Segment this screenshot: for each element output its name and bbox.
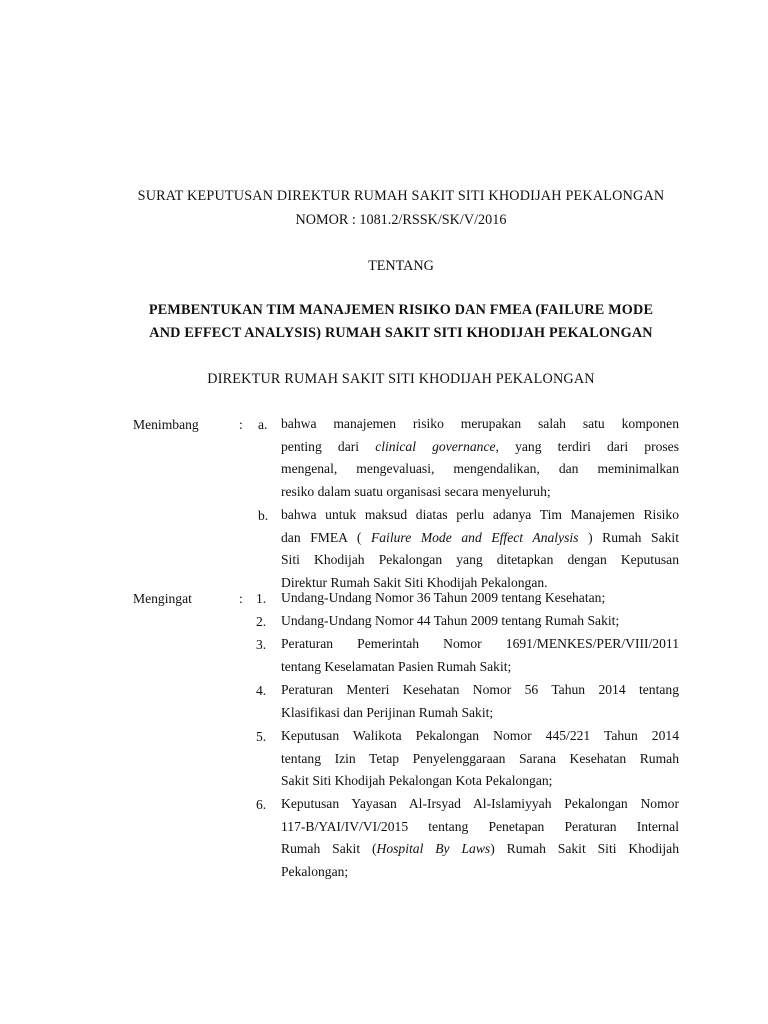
menimbang-a-line-2: penting dari clinical governance, yang terdiri dari proses	[281, 438, 680, 454]
menimbang-colon: :	[239, 417, 243, 432]
hospital-by-laws-term: Hospital By Laws	[376, 841, 491, 857]
mengingat-item-3	[281, 633, 679, 678]
menimbang-label: Menimbang	[133, 417, 199, 432]
mengingat-item-6	[281, 793, 679, 883]
subject-line-2: AND EFFECT ANALYSIS) RUMAH SAKIT SITI KHODIJAH PEKALONGAN	[149, 325, 653, 341]
tentang-heading: TENTANG	[368, 258, 434, 274]
menimbang-a-line-1: bahwa manajemen risiko merupakan salah satu komponen	[281, 416, 679, 431]
mengingat-item-5	[281, 725, 679, 793]
menimbang-item-b-marker: b.	[258, 508, 269, 523]
mengingat-3-line-1: Peraturan Pemerintah Nomor 1691/MENKES/PER/VIII/2011	[281, 636, 679, 651]
mengingat-5-line-3: Sakit Siti Khodijah Pekalongan Kota Pekalongan;	[281, 773, 553, 789]
mengingat-label: Mengingat	[133, 591, 192, 606]
menimbang-a-line-4: resiko dalam suatu organisasi secara menyeluruh;	[281, 483, 551, 499]
mengingat-6-line-2: 117-B/YAI/IV/VI/2015 tentang Penetapan Peraturan Internal	[281, 818, 679, 834]
mengingat-6-line-4: Pekalongan;	[281, 863, 349, 879]
decree-title: SURAT KEPUTUSAN DIREKTUR RUMAH SAKIT SITI KHODIJAH PEKALONGAN	[137, 188, 665, 204]
mengingat-4-line-2: Klasifikasi dan Perijinan Rumah Sakit;	[281, 704, 494, 720]
mengingat-item-6-marker: 6.	[256, 797, 267, 812]
mengingat-item-2	[281, 610, 679, 633]
menimbang-item-b	[281, 504, 679, 594]
fmea-term: Failure Mode and Effect Analysis	[370, 529, 579, 545]
mengingat-item-4-marker: 4.	[256, 683, 267, 698]
mengingat-item-1-marker: 1.	[256, 591, 267, 606]
menimbang-b-line-1: bahwa untuk maksud diatas perlu adanya Tim Manajemen Risiko	[281, 507, 679, 522]
mengingat-6-line-1: Keputusan Yayasan Al-Irsyad Al-Islamiyyah Pekalongan Nomor	[281, 796, 679, 811]
mengingat-item-5-marker: 5.	[256, 729, 267, 744]
clinical-governance-term: clinical governance	[375, 438, 496, 454]
menimbang-a-line-3: mengenal, mengevaluasi, mengendalikan, dan meminimalkan	[281, 461, 679, 477]
mengingat-item-2-marker: 2.	[256, 614, 267, 629]
mengingat-1-line-1: Undang-Undang Nomor 36 Tahun 2009 tentang Kesehatan;	[281, 590, 606, 605]
mengingat-3-line-2: tentang Keselamatan Pasien Rumah Sakit;	[281, 658, 512, 674]
menimbang-b-line-3: Siti Khodijah Pekalongan yang ditetapkan dengan Keputusan	[281, 552, 679, 568]
mengingat-4-line-1: Peraturan Menteri Kesehatan Nomor 56 Tahun 2014 tentang	[281, 682, 679, 697]
mengingat-item-3-marker: 3.	[256, 637, 267, 652]
issuer-heading: DIREKTUR RUMAH SAKIT SITI KHODIJAH PEKALONGAN	[207, 371, 595, 387]
mengingat-6-line-3: Rumah Sakit (Hospital By Laws) Rumah Sakit Siti Khodijah	[281, 841, 679, 857]
mengingat-2-line-1: Undang-Undang Nomor 44 Tahun 2009 tentang Rumah Sakit;	[281, 613, 620, 628]
menimbang-b-line-4: Direktur Rumah Sakit Siti Khodijah Pekalongan.	[281, 574, 548, 590]
subject-line-1: PEMBENTUKAN TIM MANAJEMEN RISIKO DAN FMEA (FAILURE MODE	[148, 302, 654, 318]
menimbang-item-a-marker: a.	[258, 417, 268, 432]
decree-number: NOMOR : 1081.2/RSSK/SK/V/2016	[295, 212, 507, 228]
mengingat-5-line-1: Keputusan Walikota Pekalongan Nomor 445/221 Tahun 2014	[281, 728, 679, 743]
menimbang-b-line-2: dan FMEA ( Failure Mode and Effect Analysis ) Rumah Sakit	[281, 529, 679, 545]
menimbang-item-a	[281, 413, 679, 503]
mengingat-5-line-2: tentang Izin Tetap Penyelenggaraan Sarana Kesehatan Rumah	[281, 750, 679, 766]
mengingat-item-4	[281, 679, 679, 724]
mengingat-item-1	[281, 587, 679, 610]
mengingat-colon: :	[239, 591, 243, 606]
